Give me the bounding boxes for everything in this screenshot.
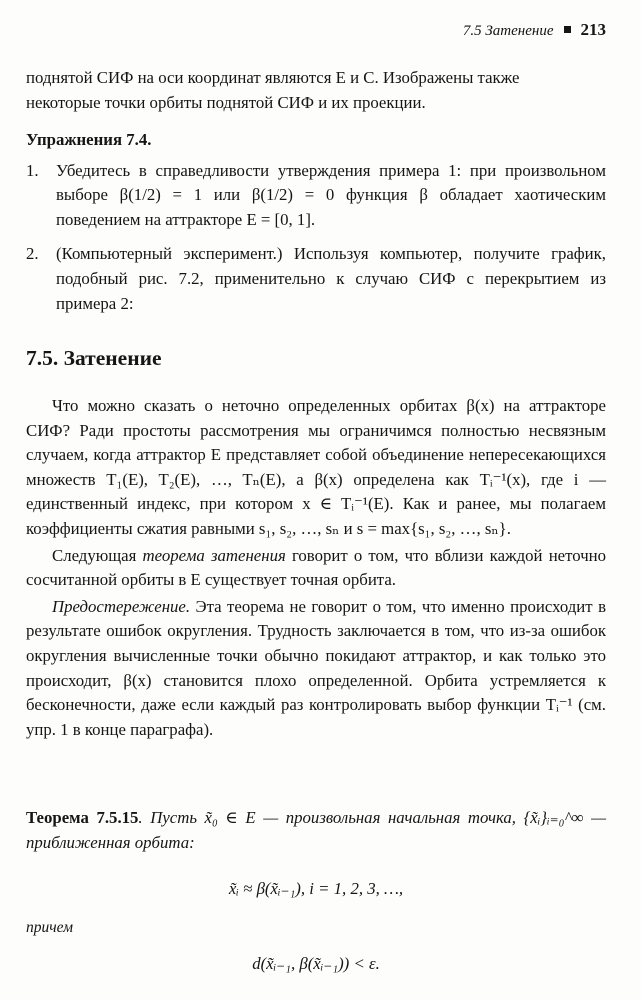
- paragraph-orbits: Что можно сказать о неточно определенных орбитах β(x) на аттракторе СИФ? Ради простоты рассмотрения мы ограничимся полностью несвязным случаем, когда аттрактор E представляет собой объединение непересекающихся множеств T₁(E), T₂(E), …, Tₙ(E), а β(x) определена как Tᵢ⁻¹(x), где i — единственный индекс, при котором x ∈ Tᵢ⁻¹(E). Как и ранее, мы полагаем коэффициенты сжатия равными s₁, s₂, …, sₙ и s = max{s₁, s₂, …, sₙ}.: [26, 396, 606, 538]
- exercise-list: [26, 159, 606, 317]
- exercise-text: (Компьютерный эксперимент.) Используя компьютер, получите график, подобный рис. 7.2, применительно к случаю СИФ с перекрытием из примера 2:: [56, 244, 606, 313]
- exercise-text: Убедитесь в справедливости утверждения примера 1: при произвольном выборе β(1/2) = 1 или β(1/2) = 0 функция β обладает хаотическим поведением на аттракторе E = [0, 1].: [56, 160, 606, 229]
- prichem-word: причем: [26, 918, 74, 936]
- intro-line-2: некоторые точки орбиты поднятой СИФ и их проекции.: [26, 92, 426, 112]
- paragraph-shadowing-b: говорит о том, что вблизи каждой неточно сосчитанной орбиты в E существует точная орбита.: [26, 545, 607, 590]
- theorem-text: . Пусть x̃₀ ∈ E — произвольная начальная точка, {x̃ᵢ}ᵢ₌₀^∞ — приближенная орбита:: [26, 808, 606, 852]
- warning-term: Предостережение.: [52, 596, 191, 616]
- intro-line-1: поднятой СИФ на оси координат являются E и C. Изображены также: [26, 68, 520, 87]
- theorem-label: Теорема 7.5.15: [26, 808, 139, 827]
- page-number: 213: [580, 20, 606, 39]
- theorem-block: [26, 806, 606, 977]
- exercises-block: [26, 128, 606, 316]
- shadowing-theorem-term: теорема затенения: [142, 545, 286, 565]
- running-section-title: 7.5 Затенение: [462, 23, 554, 39]
- intro-text: [26, 66, 606, 115]
- exercise-number: 1.: [26, 160, 39, 180]
- theorem-statement: [26, 806, 606, 855]
- paragraph-warning-b: Эта теорема не говорит о том, что именно происходит в результате ошибок округления. Трудность заключается в том, что из-за ошибок округления вычисленные точки обычно покидают аттрактор, и как только это происходит, β(x) становится плохо определенной. Орбита устремляется к бесконечности, даже если каждый раз контролировать выбор функции Tᵢ⁻¹ (см. упр. 1 в конце параграфа).: [26, 596, 606, 739]
- square-bullet-icon: [564, 26, 571, 33]
- running-header: [463, 20, 606, 40]
- section-heading: 7.5. Затенение: [26, 346, 162, 370]
- paragraph-shadowing: [26, 544, 606, 593]
- exercises-title: Упражнения 7.4.: [26, 130, 152, 149]
- approx-orbit-formula: x̃ᵢ ≈ β(x̃ᵢ₋₁), i = 1, 2, 3, …,: [228, 879, 404, 899]
- exercise-item: [26, 242, 606, 316]
- exercise-item: [26, 159, 606, 233]
- exercise-number: 2.: [26, 244, 39, 264]
- error-bound-formula: d(x̃ᵢ₋₁, β(x̃ᵢ₋₁)) < ε.: [252, 954, 380, 974]
- paragraph-shadowing-a: Следующая: [52, 545, 143, 565]
- paragraph-warning: [26, 595, 606, 743]
- body-text: [26, 394, 606, 742]
